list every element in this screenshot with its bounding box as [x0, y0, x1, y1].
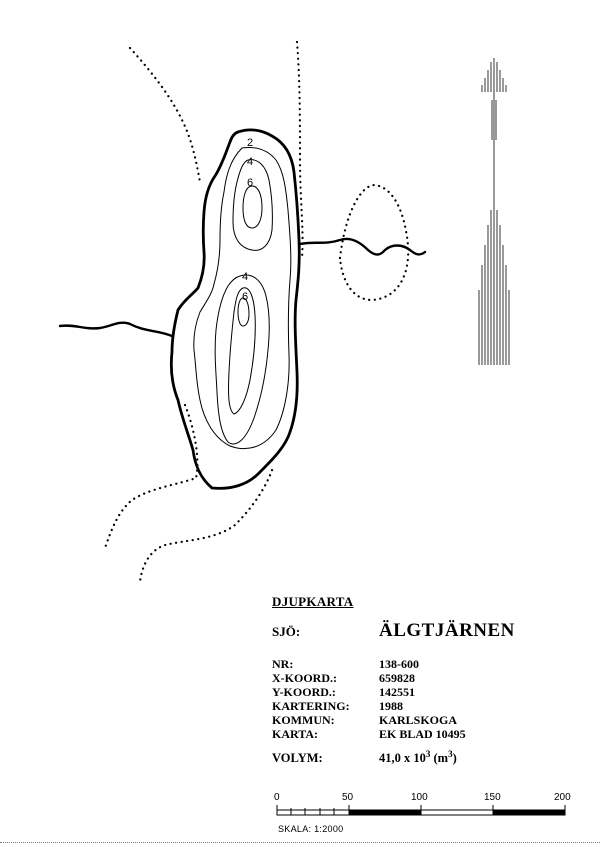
depth-label: 2 — [247, 137, 254, 149]
scale-tick-label: 150 — [484, 792, 501, 803]
field-key: NR: — [272, 657, 294, 671]
lake-label: SJÖ: — [272, 624, 301, 639]
field-row-nr — [272, 658, 419, 671]
map-title: DJUPKARTA — [272, 594, 354, 609]
field-key: Y-KOORD.: — [272, 685, 336, 699]
contour-6m-north — [243, 186, 262, 228]
field-row-x-koord — [272, 672, 415, 685]
field-value: 138-600 — [379, 657, 419, 671]
scale-tick-label: 0 — [274, 792, 280, 803]
volume-unit-exponent: 3 — [448, 749, 453, 759]
depth-label: 4 — [242, 271, 249, 283]
field-row-karta — [272, 728, 466, 741]
depth-label: 6 — [247, 177, 254, 189]
boundary-dotted-southwest — [105, 405, 197, 548]
field-value: 142551 — [379, 685, 415, 699]
boundary-dotted-south — [140, 470, 272, 582]
field-row-volym — [272, 748, 457, 765]
scale-caption: SKALA: 1:2000 — [278, 824, 344, 834]
field-key: X-KOORD.: — [272, 671, 337, 685]
lake-name: ÄLGTJÄRNEN — [379, 620, 515, 641]
volume-unit-open: (m — [430, 751, 449, 765]
boundary-dotted-northwest — [130, 48, 200, 182]
field-key: VOLYM: — [272, 751, 323, 765]
bottom-divider — [0, 842, 600, 843]
field-row-kommun — [272, 714, 457, 727]
contour-4m-north — [233, 160, 272, 251]
stream-east — [300, 239, 425, 255]
volume-value — [379, 748, 457, 765]
lake-shoreline — [171, 130, 299, 488]
field-key: KARTA: — [272, 727, 319, 741]
north-arrow-icon — [479, 58, 509, 365]
scale-tick-label: 200 — [554, 792, 571, 803]
field-value: EK BLAD 10495 — [379, 727, 466, 741]
boundary-dotted-east-loop — [340, 185, 408, 300]
depth-label: 4 — [247, 156, 254, 168]
field-row-kartering — [272, 700, 403, 713]
contour-6m-south-outer — [229, 288, 256, 414]
field-value: 1988 — [379, 699, 403, 713]
volume-exponent: 3 — [425, 749, 431, 759]
depth-label: 6 — [242, 291, 249, 303]
scale-tick-label: 50 — [342, 792, 354, 803]
volume-prefix: 41,0 x 10 — [379, 751, 426, 765]
scale-bar — [270, 788, 580, 822]
field-row-y-koord — [272, 686, 415, 699]
field-key: KARTERING: — [272, 699, 350, 713]
field-key: KOMMUN: — [272, 713, 335, 727]
scale-tick-label: 100 — [411, 792, 428, 803]
volume-unit-close: ) — [452, 751, 457, 765]
field-value: KARLSKOGA — [379, 713, 458, 727]
stream-west — [60, 323, 172, 336]
field-value: 659828 — [379, 671, 415, 685]
